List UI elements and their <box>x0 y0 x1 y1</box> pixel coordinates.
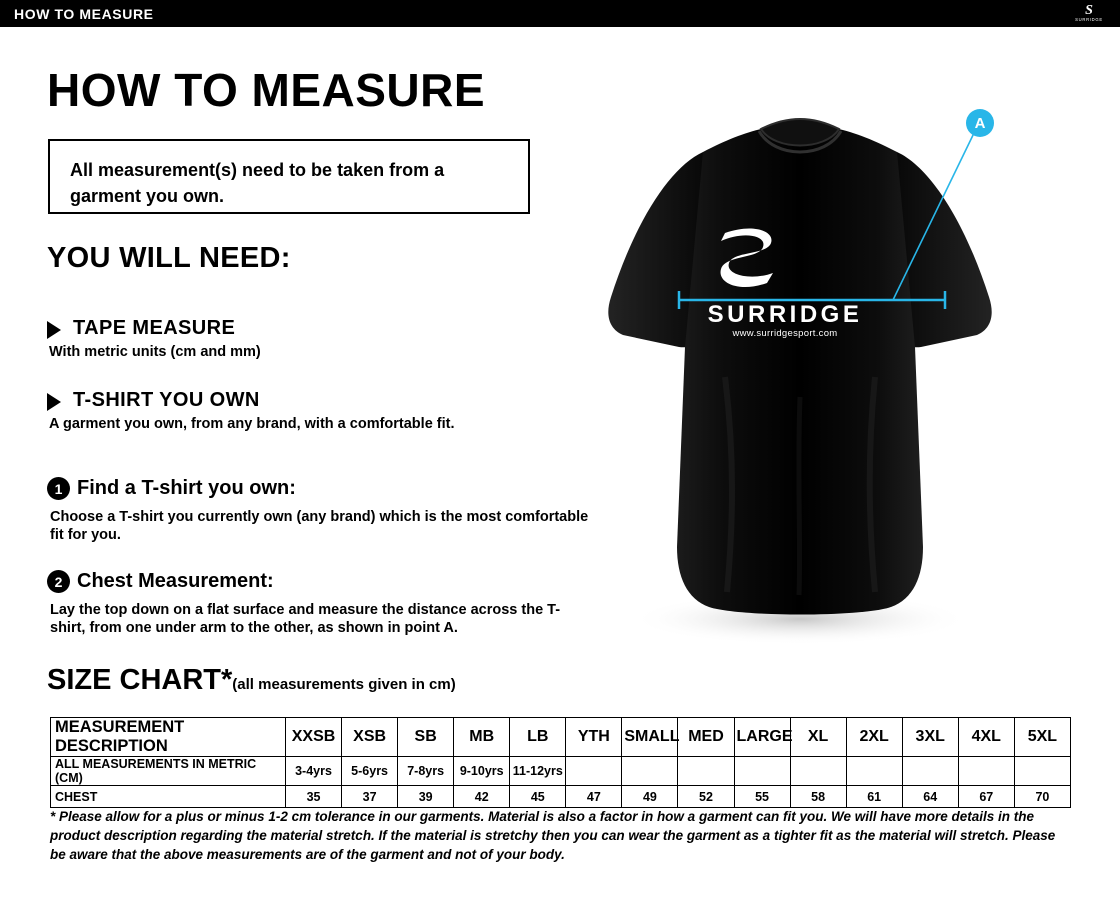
table-cell: 9-10yrs <box>454 757 510 786</box>
step-heading: Chest Measurement: <box>77 570 274 592</box>
table-row <box>51 786 1071 808</box>
step-body: Lay the top down on a flat surface and measure the distance across the T-shirt, from one under arm to the other, as shown in point A. <box>50 602 561 636</box>
tshirt-illustration <box>575 47 1075 647</box>
table-header-cell: SMALL <box>622 718 678 757</box>
table-cell: 42 <box>454 786 510 808</box>
size-chart-asterisk: * <box>221 664 233 696</box>
table-header-row <box>51 718 1071 757</box>
table-row <box>51 757 1071 786</box>
table-header-cell: XL <box>790 718 846 757</box>
table-cell: 49 <box>622 786 678 808</box>
table-cell: 61 <box>846 786 902 808</box>
surridge-logo-word: SURRIDGE <box>1075 17 1103 22</box>
table-cell: 39 <box>398 786 454 808</box>
table-cell: 35 <box>286 786 342 808</box>
size-chart-heading <box>47 664 456 697</box>
table-header-cell: YTH <box>566 718 622 757</box>
top-bar <box>0 0 1120 27</box>
surridge-logo-mark: S <box>1085 3 1093 18</box>
table-cell: 70 <box>1014 786 1070 808</box>
table-cell <box>678 757 734 786</box>
table-cell <box>902 757 958 786</box>
shirt-brand-print <box>670 302 900 339</box>
callout-box <box>48 139 530 214</box>
table-cell: 37 <box>342 786 398 808</box>
step-number-badge: 1 <box>47 477 70 500</box>
table-header-cell: 2XL <box>846 718 902 757</box>
table-cell <box>734 757 790 786</box>
need-item-heading: T-SHIRT YOU OWN <box>73 389 260 411</box>
tshirt-graphic <box>575 47 1075 647</box>
table-cell: 55 <box>734 786 790 808</box>
callout-text: All measurement(s) need to be taken from a garment you own. <box>70 160 445 206</box>
size-chart-title-text: SIZE CHART <box>47 664 221 696</box>
table-cell: 52 <box>678 786 734 808</box>
top-bar-title: HOW TO MEASURE <box>14 6 154 22</box>
table-header-cell: XSB <box>342 718 398 757</box>
table-cell <box>622 757 678 786</box>
page-body <box>0 27 1120 913</box>
page-title: HOW TO MEASURE <box>47 64 486 116</box>
table-header-cell: 5XL <box>1014 718 1070 757</box>
table-header-cell: MEASUREMENT DESCRIPTION <box>51 718 286 757</box>
shirt-brand-word: SURRIDGE <box>707 301 863 328</box>
need-item-heading: TAPE MEASURE <box>73 317 236 339</box>
table-cell: 67 <box>958 786 1014 808</box>
step-number-badge: 2 <box>47 570 70 593</box>
table-cell: 11-12yrs <box>510 757 566 786</box>
point-a-badge: A <box>966 109 994 137</box>
table-cell: 64 <box>902 786 958 808</box>
step-heading: Find a T-shirt you own: <box>77 477 296 499</box>
table-cell <box>1014 757 1070 786</box>
table-cell <box>790 757 846 786</box>
table-header-cell: MED <box>678 718 734 757</box>
footnote-text: * Please allow for a plus or minus 1-2 cm tolerance in our garments. Material is also a factor in how a garment can fit you. We will have more details in the product description regarding the material stretch. If the material is stretchy then you can wear the garment as a tighter fit as the material will stretch. Please be aware that the above measurements are of the garment and not of your body. <box>50 809 1056 862</box>
need-item-subtext: A garment you own, from any brand, with a comfortable fit. <box>49 416 455 432</box>
table-header-cell: SB <box>398 718 454 757</box>
table-header-cell: LARGE <box>734 718 790 757</box>
table-cell: 5-6yrs <box>342 757 398 786</box>
surridge-logo <box>1066 2 1112 25</box>
triangle-bullet-icon <box>47 321 61 339</box>
table-cell <box>846 757 902 786</box>
size-chart-table <box>50 717 1071 808</box>
step-body: Choose a T-shirt you currently own (any brand) which is the most comfortable fit for you. <box>50 509 589 543</box>
shirt-brand-url: www.surridgesport.com <box>732 328 838 339</box>
table-header-cell: XXSB <box>286 718 342 757</box>
triangle-bullet-icon <box>47 393 61 411</box>
table-cell <box>566 757 622 786</box>
table-cell: 3-4yrs <box>286 757 342 786</box>
you-will-need-heading: YOU WILL NEED: <box>47 242 291 274</box>
table-header-cell: 4XL <box>958 718 1014 757</box>
table-cell: 47 <box>566 786 622 808</box>
need-item-subtext: With metric units (cm and mm) <box>49 344 261 360</box>
row-label: ALL MEASUREMENTS IN METRIC (CM) <box>51 757 286 786</box>
table-cell <box>958 757 1014 786</box>
size-chart-note: (all measurements given in cm) <box>232 676 456 693</box>
table-cell: 58 <box>790 786 846 808</box>
table-header-cell: LB <box>510 718 566 757</box>
table-cell: 7-8yrs <box>398 757 454 786</box>
table-cell: 45 <box>510 786 566 808</box>
table-header-cell: MB <box>454 718 510 757</box>
row-label: CHEST <box>51 786 286 808</box>
table-header-cell: 3XL <box>902 718 958 757</box>
